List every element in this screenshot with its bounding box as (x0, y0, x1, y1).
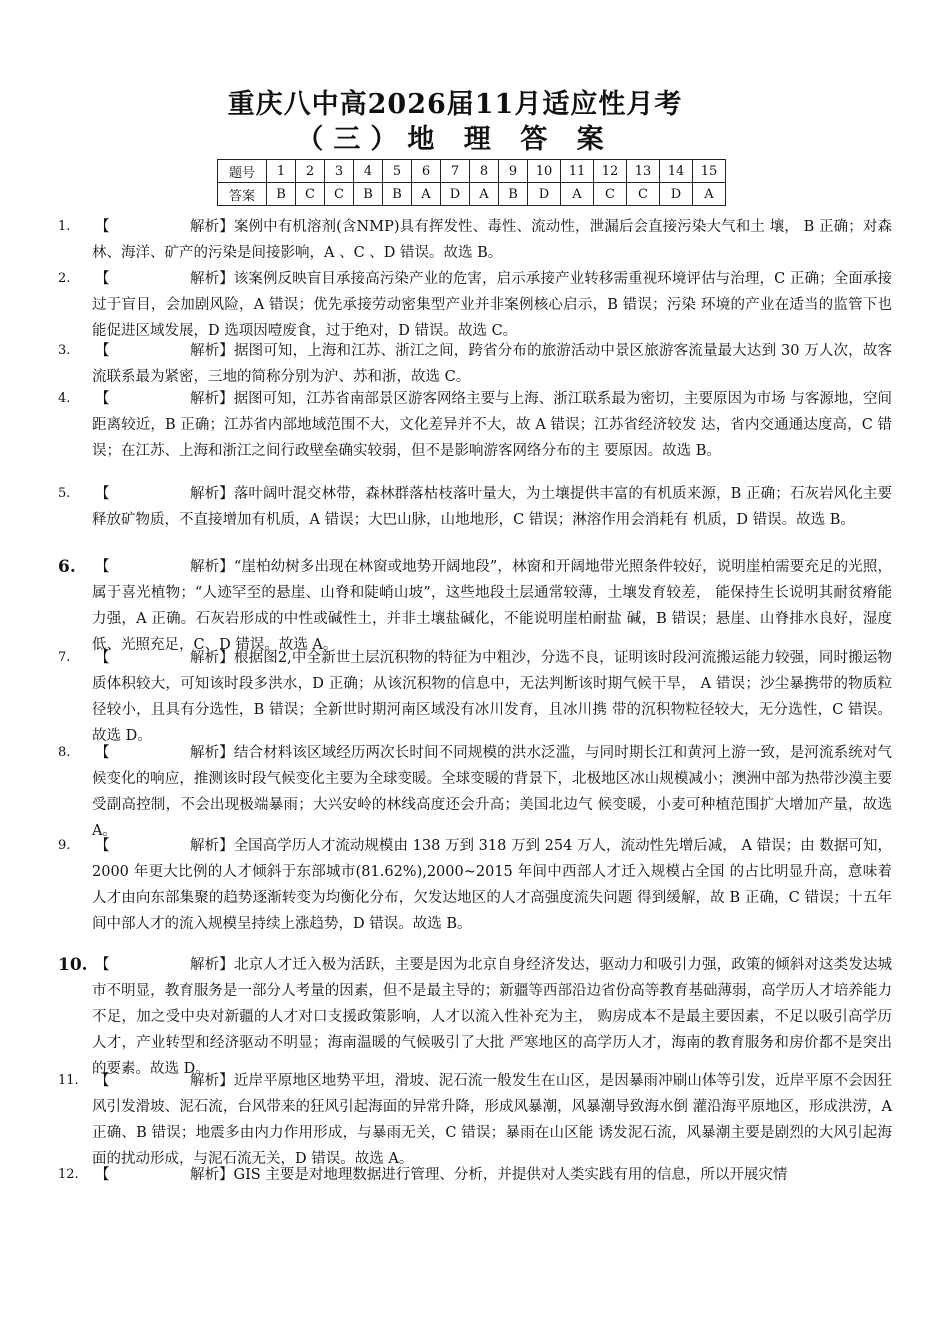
q-number-cell: 6 (412, 160, 441, 183)
explanation-text: 解析】结合材料该区域经历两次长时间不同规模的洪水泛滥，与同时期长江和黄河上游一致，是河流系统对气候变化的响应，推测该时段气候变化主要为全球变暖。全球变暖的背景下，北极地区冰山规模减小；澳洲中部为热带沙漠主要受副高控制，不会出现极端暴雨；大兴安岭的林线高度还会升高；美国北边气 候变暖，小麦可种植范围扩大增加产量，故选 A。 (92, 745, 892, 839)
question-number: 6. (58, 557, 76, 577)
bracket: 【 (95, 219, 110, 235)
bracket: 【 (95, 1073, 110, 1089)
explanation-text: 解析】据图可知，上海和江苏、浙江之间，跨省分布的旅游活动中景区旅游客流量最大达到 30 万人次，故客流联系最为紧密，三地的简称分别为沪、苏和浙，故选 C。 (92, 343, 892, 385)
question-explanation (0, 481, 950, 533)
question-number: 7. (58, 650, 71, 665)
explanation-text: 解析】根据图2,中全新世土层沉积物的特征为中粗沙，分选不良，证明该时段河流搬运能力较强，同时搬运物质体积较大，可知该时段多洪水，D 正确；从该沉积物的信息中，无法判断该时期气候干旱， A 错误；沙尘暴携带的物质粒径较小，且具有分选性，B 错误；全新世时期河南区域没有冰川发育，且冰川携 带的沉积物粒径较大，无分选性，C 错误。故选 D。 (92, 650, 892, 744)
bracket: 【 (95, 391, 110, 407)
question-explanation (0, 740, 950, 844)
answer-cell: C (296, 183, 325, 206)
answer-table-row-numbers (218, 160, 726, 183)
explanation-text: 解析】近岸平原地区地势平坦，滑坡、泥石流一般发生在山区，是因暴雨冲刷山体等引发，近岸平原不会因狂风引发滑坡、泥石流，台风带来的狂风引起海面的异常升降，形成风暴潮，风暴潮导致海水倒 灌沿海平原地区，形成洪涝，A 正确、B 错误；地震多由内力作用形成，与暴雨无关，C 错误；暴雨在山区能 诱发泥石流，风暴潮主要是剧烈的大风引起海面的扰动形成，与泥石流无关，D 错误。故选 A。 (92, 1073, 892, 1167)
q-number-cell: 8 (470, 160, 499, 183)
explanation-text: 解析】“崖柏幼树多出现在林窗或地势开阔地段”，林窗和开阔地带光照条件较好，说明崖柏需要充足的光照，属于喜光植物；“人迹罕至的悬崖、山脊和陡峭山坡”，这些地段土层通常较薄，土壤发育较差， 能保持生长说明其耐贫瘠能力强，A 正确。石灰岩形成的中性或碱性土，并非土壤盐碱化，不能说明崖柏耐盐 碱，B 错误；悬崖、山脊排水良好，湿度低、光照充足，C、D 错误。故选 A。 (92, 559, 892, 653)
explanation-text: 解析】该案例反映盲目承接高污染产业的危害，启示承接产业转移需重视环境评估与治理，C 正确；全面承接过于盲目，会加剧风险，A 错误；优先承接劳动密集型产业并非案例核心启示，B 错误；污染 环境的产业在适当的监管下也能促进区域发展，D 选项因噎废食，过于绝对，D 错误。故选 C。 (92, 271, 892, 339)
answer-cell: A (412, 183, 441, 206)
bracket: 【 (95, 343, 110, 359)
question-explanation (0, 952, 950, 1082)
explanation-text: 解析】案例中有机溶剂(含NMP)具有挥发性、毒性、流动性，泄漏后会直接污染大气和土 壤， B 正确；对森林、海洋、矿产的污染是间接影响，A 、C 、D 错误。故选 B。 (92, 219, 892, 261)
q-number-cell: 15 (693, 160, 726, 183)
answer-cell: D (660, 183, 693, 206)
question-number: 9. (58, 838, 71, 853)
answer-table-row-answers (218, 183, 726, 206)
answer-cell: C (594, 183, 627, 206)
question-explanation (0, 1162, 950, 1188)
question-explanation (0, 833, 950, 937)
question-explanation (0, 554, 950, 658)
question-number: 8. (58, 745, 71, 760)
answer-cell: C (627, 183, 660, 206)
q-number-cell: 9 (499, 160, 528, 183)
bracket: 【 (95, 559, 110, 575)
bracket: 【 (95, 957, 110, 973)
bracket: 【 (95, 486, 110, 502)
answer-cell: B (354, 183, 383, 206)
q-number-cell: 14 (660, 160, 693, 183)
question-explanation (0, 338, 950, 390)
answer-cell: B (499, 183, 528, 206)
explanation-text: 解析】全国高学历人才流动规模由 138 万到 318 万到 254 万人，流动性先增后减， A 错误；由 数据可知，2000 年更大比例的人才倾斜于东部城市(81.62%),2000~2015 年间中西部人才迁入规模占全国 的占比明显升高，意味着人才由向东部集聚的趋势逐渐转变为均衡化分布，欠发达地区的人才高强度流失问题 得到缓解，故 B 正确，C 错误；十五年间中部人才的流入规模呈持续上涨趋势，D 错误。故选 B。 (92, 838, 892, 932)
answer-cell: C (325, 183, 354, 206)
question-number: 12. (58, 1167, 79, 1182)
q-number-cell: 4 (354, 160, 383, 183)
answer-cell: D (528, 183, 561, 206)
question-number: 11. (58, 1073, 79, 1088)
question-explanation (0, 266, 950, 344)
bracket: 【 (95, 650, 110, 666)
explanation-text: 解析】落叶阔叶混交林带，森林群落枯枝落叶量大，为土壤提供丰富的有机质来源，B 正确；石灰岩风化主要释放矿物质，不直接增加有机质，A 错误；大巴山脉，山地地形，C 错误；淋溶作用会消耗有 机质，D 错误。故选 B。 (92, 486, 892, 528)
question-number: 5. (58, 486, 71, 501)
q-number-cell: 13 (627, 160, 660, 183)
q-number-cell: 7 (441, 160, 470, 183)
answer-cell: A (561, 183, 594, 206)
question-explanation (0, 214, 950, 266)
question-number: 10. (58, 955, 88, 975)
question-number: 3. (58, 343, 71, 358)
doc-title: 重庆八中高2026届11月适应性月考 (227, 89, 683, 120)
question-explanation (0, 645, 950, 749)
doc-subtitle: （三）地 理 答 案 (296, 124, 614, 155)
q-number-cell: 12 (594, 160, 627, 183)
bracket: 【 (95, 1167, 110, 1183)
q-number-cell: 1 (267, 160, 296, 183)
answer-cell: B (383, 183, 412, 206)
bracket: 【 (95, 838, 110, 854)
bracket: 【 (95, 271, 110, 287)
q-number-cell: 3 (325, 160, 354, 183)
question-number: 2. (58, 271, 71, 286)
answer-table (217, 159, 726, 206)
answer-cell: B (267, 183, 296, 206)
bracket: 【 (95, 745, 110, 761)
question-explanation (0, 386, 950, 464)
answer-cell: A (693, 183, 726, 206)
row-label-number: 题号 (218, 160, 267, 183)
q-number-cell: 2 (296, 160, 325, 183)
explanation-text: 解析】据图可知，江苏省南部景区游客网络主要与上海、浙江联系最为密切，主要原因为市场 与客源地，空间距离较近，B 正确；江苏省内部地域范围不大，文化差异并不大，故 A 错误；江苏省经济较发 达，省内交通通达度高，C 错误；在江苏、上海和浙江之间行政壁垒确实较弱，但不是影响游客网络分布的主 要原因。故选 B。 (92, 391, 892, 459)
question-number: 4. (58, 391, 71, 406)
explanation-text: 解析】GIS 主要是对地理数据进行管理、分析，并提供对人类实践有用的信息，所以开展灾情 (190, 1167, 788, 1183)
question-number: 1. (58, 219, 71, 234)
answer-cell: A (470, 183, 499, 206)
q-number-cell: 10 (528, 160, 561, 183)
q-number-cell: 11 (561, 160, 594, 183)
explanation-text: 解析】北京人才迁入极为活跃，主要是因为北京自身经济发达，驱动力和吸引力强，政策的倾斜对这类发达城市不明显，教育服务是一部分人考量的因素，但不是最主导的；新疆等西部沿边省份高等教育基础薄弱，高学历人才培养能力不足，加之受中央对新疆的人才对口支援政策影响，人才以流入性补充为主， 购房成本不是最主要因素，不足以吸引高学历人才，产业转型和经济驱动不明显；海南温暖的气候吸引了大批 严寒地区的高学历人才，海南的教育服务和房价都不是突出的要素。故选 D。 (92, 957, 892, 1077)
row-label-answer: 答案 (218, 183, 267, 206)
question-explanation (0, 1068, 950, 1172)
answer-cell: D (441, 183, 470, 206)
q-number-cell: 5 (383, 160, 412, 183)
